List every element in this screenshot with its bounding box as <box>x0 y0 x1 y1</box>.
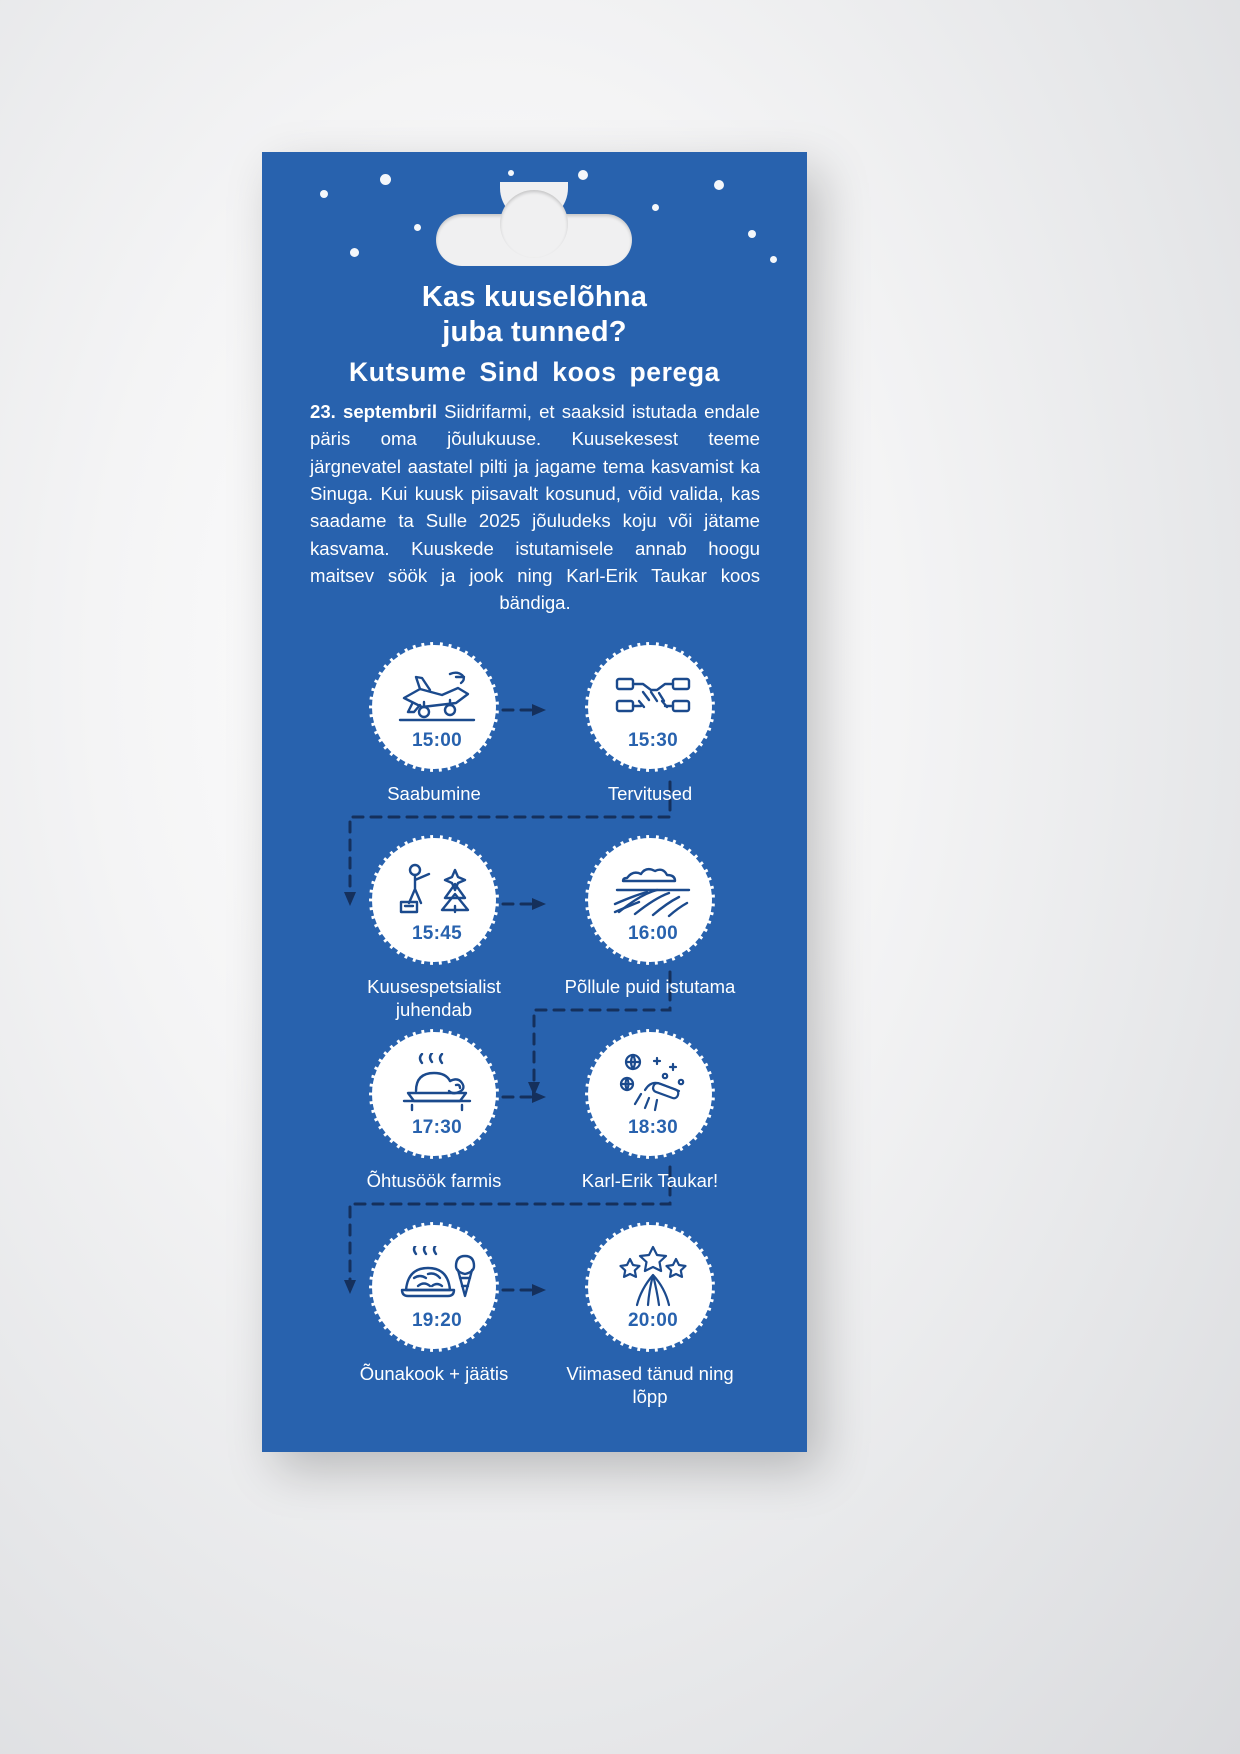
schedule-time: 19:20 <box>411 1310 463 1331</box>
schedule-time: 16:00 <box>627 923 679 944</box>
snow-dot <box>414 224 421 231</box>
snow-dot <box>508 170 514 176</box>
schedule-label: Kuusespetsialist juhendab <box>367 976 501 1021</box>
schedule-item-5 <box>550 1029 750 1192</box>
schedule-bubble <box>585 1222 715 1352</box>
page-title <box>302 280 767 351</box>
schedule-bubble <box>585 1029 715 1159</box>
schedule-bubble <box>585 642 715 772</box>
pie-icecream-icon <box>372 1235 502 1319</box>
snow-dot <box>380 174 391 185</box>
schedule-time: 20:00 <box>627 1310 679 1331</box>
schedule-label: Tervitused <box>607 783 693 804</box>
event-date: 23. septembril <box>310 401 438 422</box>
tree-specialist-icon <box>372 848 502 932</box>
schedule-item-4 <box>334 1029 534 1192</box>
schedule-item-2 <box>334 835 534 1021</box>
body-copy <box>310 398 760 617</box>
snow-dot <box>714 180 724 190</box>
handshake-icon <box>588 655 718 739</box>
snow-dot <box>748 230 756 238</box>
schedule-item-0 <box>334 642 534 805</box>
snow-dot <box>350 248 359 257</box>
schedule-time: 15:45 <box>411 923 463 944</box>
schedule-label: Saabumine <box>387 783 481 804</box>
schedule-bubble <box>369 642 499 772</box>
schedule-label: Õhtusöök farmis <box>366 1170 502 1191</box>
concert-icon <box>588 1042 718 1126</box>
schedule-item-1 <box>550 642 750 805</box>
schedule-item-6 <box>334 1222 534 1385</box>
schedule-label: Karl-Erik Taukar! <box>581 1170 719 1191</box>
field-icon <box>588 848 718 932</box>
snow-dot <box>578 170 588 180</box>
schedule-time: 17:30 <box>411 1117 463 1138</box>
schedule-bubble <box>369 1222 499 1352</box>
schedule-label: Õunakook + jäätis <box>359 1363 509 1384</box>
hanger-hole-circle <box>500 190 568 258</box>
schedule-time: 18:30 <box>627 1117 679 1138</box>
schedule-item-3 <box>550 835 750 998</box>
headline-line-2: juba tunned? <box>442 316 627 349</box>
roast-dinner-icon <box>372 1042 502 1126</box>
body-text: Siidrifarmi, et saaksid istutada endale päris oma jõulukuuse. Kuusekesest teeme järgnevatel aastatel pilti ja jagame tema kasvamist ka Sinuga. Kui kuusk piisavalt kosunud, võid valida, kas saadame ta Sulle 2025 jõuludeks koju või jätame kasvama. Kuuskede istutamisele annab hoogu maitsev söök ja jook ning Karl-Erik Taukar koos bändiga. <box>310 401 760 614</box>
headline-line-1: Kas kuuselõhna <box>421 281 648 313</box>
schedule-bubble <box>585 835 715 965</box>
schedule-time: 15:30 <box>627 730 679 751</box>
schedule-item-7 <box>550 1222 750 1408</box>
snow-dot <box>652 204 659 211</box>
invitation-card <box>262 152 807 1452</box>
snow-dot <box>320 190 328 198</box>
schedule-bubble <box>369 835 499 965</box>
schedule-list <box>262 642 807 1442</box>
hanger-hole <box>262 152 807 272</box>
airplane-icon <box>372 655 502 739</box>
schedule-time: 15:00 <box>411 730 463 751</box>
snow-dot <box>770 256 777 263</box>
subheading: Kutsume Sind koos perega <box>348 357 721 387</box>
fireworks-icon <box>588 1235 718 1319</box>
schedule-label: Viimased tänud ning lõpp <box>566 1363 734 1408</box>
schedule-label: Põllule puid istutama <box>564 976 736 997</box>
schedule-bubble <box>369 1029 499 1159</box>
